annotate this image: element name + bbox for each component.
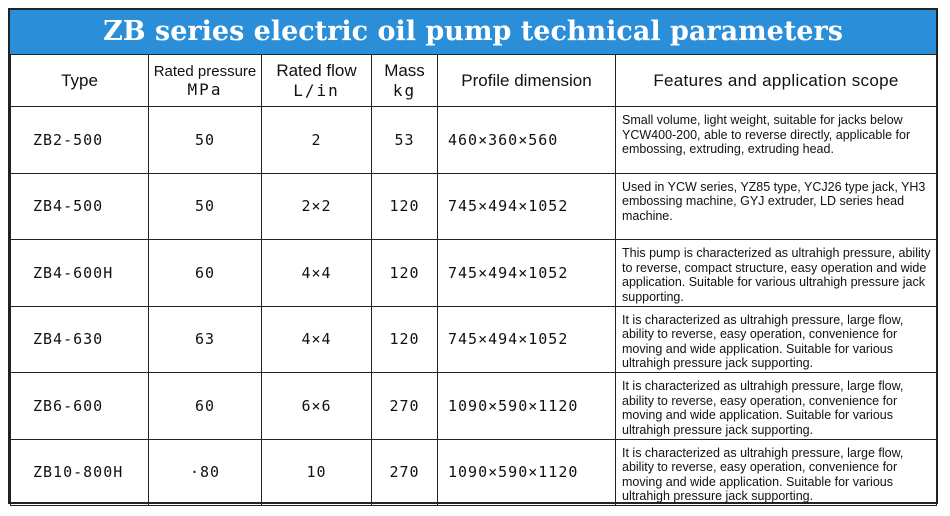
- cell-type: ZB2-500: [11, 107, 149, 174]
- cell-mass: 120: [372, 240, 438, 307]
- cell-pressure: 60: [149, 240, 262, 307]
- cell-features: This pump is characterized as ultrahigh pressure, ability to reverse, compact structure, easy operation and wide application. Suitable for various ultrahigh pressure jack supporting.: [616, 240, 937, 307]
- cell-dimension: 745×494×1052: [438, 240, 616, 307]
- header-rated-flow-unit: L/in: [293, 81, 340, 100]
- table-row: [11, 439, 937, 506]
- cell-features: Small volume, light weight, suitable for jacks below YCW400-200, able to reverse directly, applicable for embossing, extruding, extruding head.: [616, 107, 937, 174]
- cell-pressure: 50: [149, 173, 262, 240]
- table-row: [11, 240, 937, 307]
- cell-flow: 4×4: [262, 306, 372, 373]
- cell-features: It is characterized as ultrahigh pressure, large flow, ability to reverse, easy operation, convenience for moving and wide application. Suitable for various ultrahigh pressure jack supporting.: [616, 373, 937, 440]
- header-rated-flow: [262, 55, 372, 107]
- table-body: [11, 107, 937, 506]
- header-profile-dimension: [438, 55, 616, 107]
- cell-type: ZB4-500: [11, 173, 149, 240]
- cell-flow: 6×6: [262, 373, 372, 440]
- cell-flow: 10: [262, 439, 372, 506]
- cell-pressure: 50: [149, 107, 262, 174]
- table-row: [11, 373, 937, 440]
- header-profile-dimension-label: Profile dimension: [461, 70, 592, 90]
- cell-mass: 270: [372, 373, 438, 440]
- cell-dimension: 460×360×560: [438, 107, 616, 174]
- cell-dimension: 1090×590×1120: [438, 439, 616, 506]
- cell-dimension: 745×494×1052: [438, 173, 616, 240]
- page-title: ZB series electric oil pump technical parameters: [10, 10, 936, 54]
- header-mass-label: Mass: [384, 61, 425, 80]
- header-rated-pressure: [149, 55, 262, 107]
- cell-dimension: 745×494×1052: [438, 306, 616, 373]
- cell-type: ZB4-600H: [11, 240, 149, 307]
- cell-flow: 2×2: [262, 173, 372, 240]
- cell-mass: 270: [372, 439, 438, 506]
- header-rated-pressure-label: Rated pressure: [153, 62, 257, 80]
- cell-pressure: 60: [149, 373, 262, 440]
- cell-pressure: 63: [149, 306, 262, 373]
- parameters-table: [10, 54, 937, 506]
- table-row: [11, 306, 937, 373]
- header-mass-unit: kg: [392, 81, 417, 100]
- cell-mass: 53: [372, 107, 438, 174]
- cell-flow: 2: [262, 107, 372, 174]
- cell-type: ZB6-600: [11, 373, 149, 440]
- cell-features: Used in YCW series, YZ85 type, YCJ26 type jack, YH3 embossing machine, GYJ extruder, LD series head machine.: [616, 173, 937, 240]
- table-header-row: [11, 55, 937, 107]
- cell-mass: 120: [372, 306, 438, 373]
- cell-type: ZB10-800H: [11, 439, 149, 506]
- cell-features: It is characterized as ultrahigh pressure, large flow, ability to reverse, easy operation, convenience for moving and wide application. Suitable for various ultrahigh pressure jack supporting.: [616, 439, 937, 506]
- header-features: Features and application scope: [616, 55, 937, 107]
- cell-flow: 4×4: [262, 240, 372, 307]
- cell-features: It is characterized as ultrahigh pressure, large flow, ability to reverse, easy operation, convenience for moving and wide application. Suitable for various ultrahigh pressure jack supporting.: [616, 306, 937, 373]
- cell-pressure: ·80: [149, 439, 262, 506]
- table-row: [11, 107, 937, 174]
- header-mass: [372, 55, 438, 107]
- header-rated-pressure-unit: MPa: [187, 79, 223, 99]
- cell-dimension: 1090×590×1120: [438, 373, 616, 440]
- header-rated-flow-label: Rated flow: [276, 61, 357, 80]
- table-row: [11, 173, 937, 240]
- cell-mass: 120: [372, 173, 438, 240]
- cell-type: ZB4-630: [11, 306, 149, 373]
- header-type: Type: [11, 55, 149, 107]
